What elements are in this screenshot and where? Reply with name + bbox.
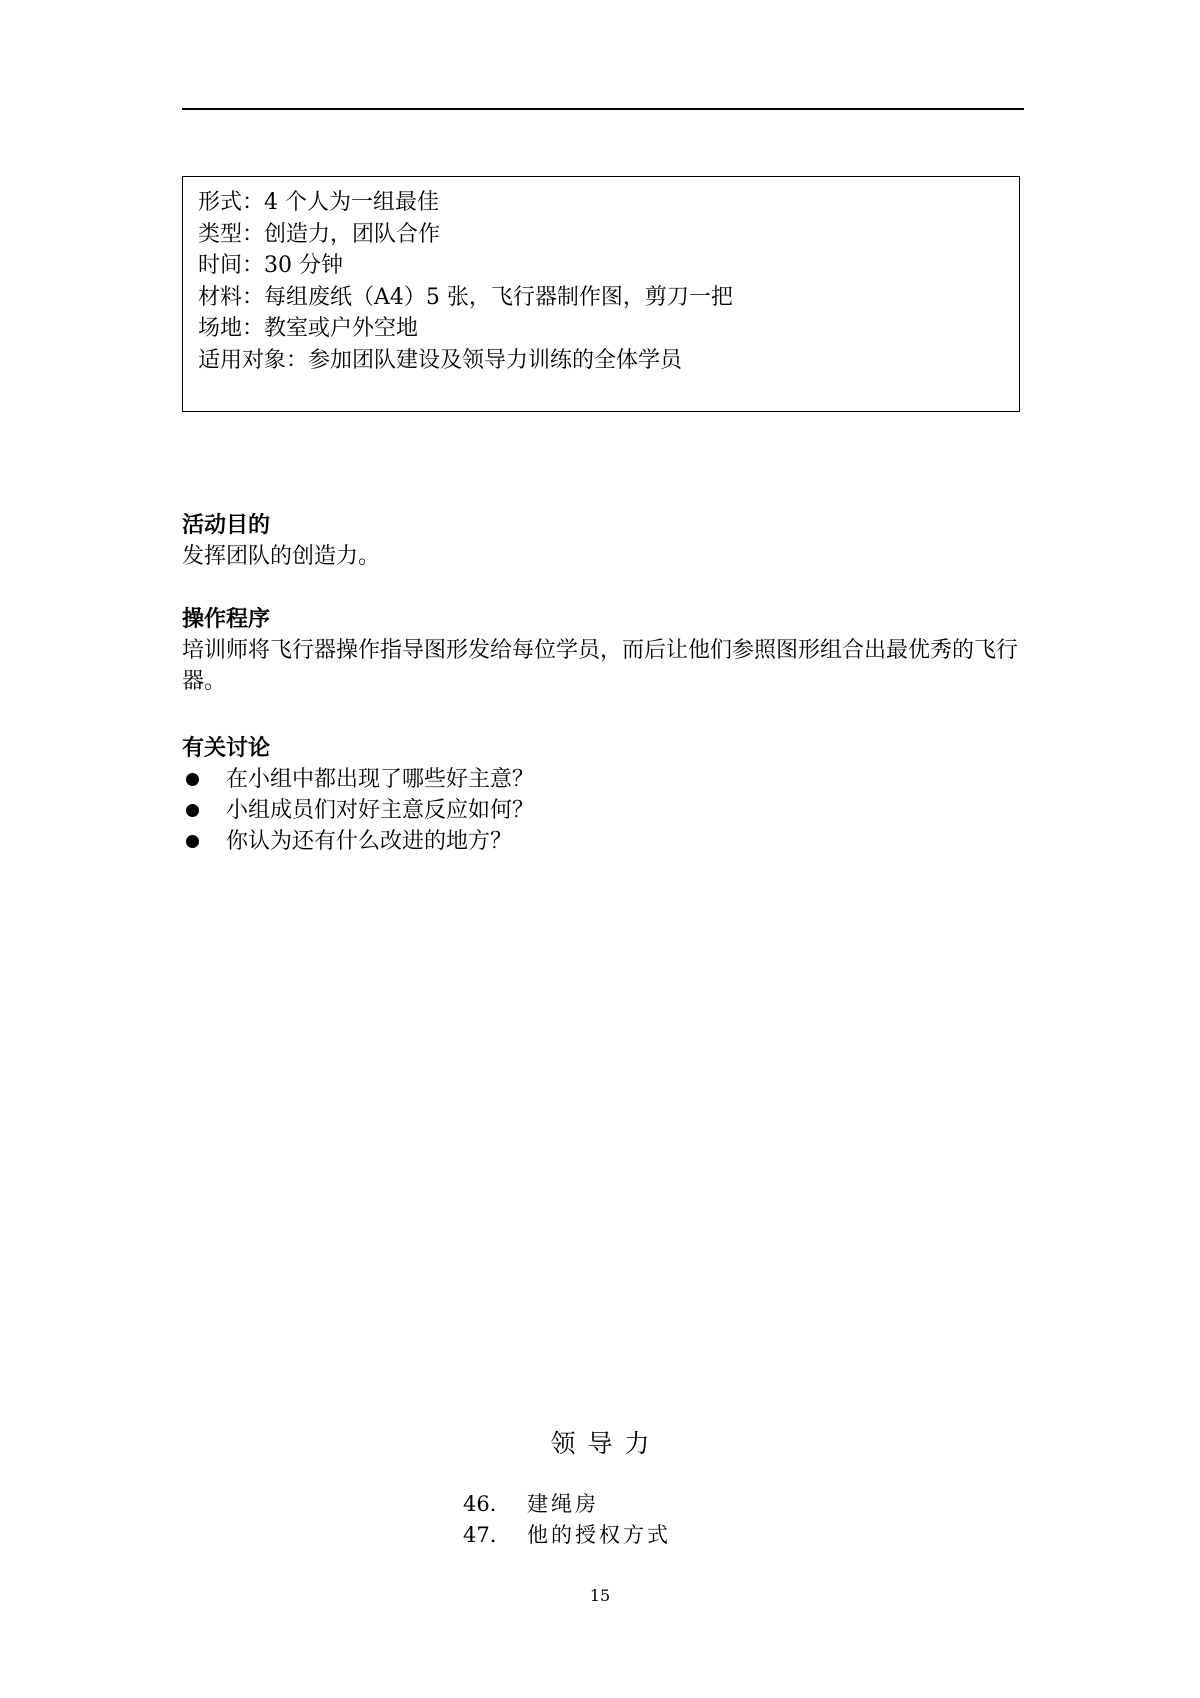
info-type: 类型：创造力，团队合作 <box>198 221 441 247</box>
list-item <box>182 826 1024 857</box>
discussion-title: 有关讨论 <box>182 736 271 761</box>
discussion-question: 小组成员们对好主意反应如何？ <box>226 798 535 823</box>
purpose-body: 发挥团队的创造力。 <box>182 544 381 569</box>
info-time: 时间：30 分钟 <box>198 253 343 278</box>
purpose-section <box>182 510 1024 572</box>
bullet-icon <box>186 835 199 848</box>
toc-item-number: 46. <box>463 1492 497 1516</box>
toc-item-title: 建绳房 <box>527 1492 599 1516</box>
info-format: 形式：4 个人为一组最佳 <box>198 190 439 215</box>
toc-list <box>463 1489 671 1551</box>
toc-item-number: 47. <box>463 1523 497 1547</box>
page-number: 15 <box>589 1586 611 1605</box>
info-audience: 适用对象：参加团队建设及领导力训练的全体学员 <box>198 347 683 373</box>
toc-item <box>463 1489 671 1520</box>
discussion-question: 你认为还有什么改进的地方？ <box>226 829 513 854</box>
list-item <box>182 795 1024 826</box>
toc-heading: 领导力 <box>550 1429 662 1458</box>
bullet-icon <box>186 804 199 817</box>
bullet-icon <box>186 773 199 786</box>
discussion-section <box>182 733 1024 857</box>
toc-item <box>463 1520 671 1551</box>
procedure-section <box>182 604 1024 697</box>
toc-item-title: 他的授权方式 <box>527 1523 671 1547</box>
procedure-title: 操作程序 <box>182 607 271 632</box>
info-materials: 材料：每组废纸（A4）5 张，飞行器制作图，剪刀一把 <box>198 284 733 310</box>
list-item <box>182 764 1024 795</box>
discussion-list <box>182 764 1024 857</box>
procedure-body: 培训师将飞行器操作指导图形发给每位学员，而后让他们参照图形组合出最优秀的飞行器。 <box>182 638 1019 694</box>
purpose-title: 活动目的 <box>182 513 271 538</box>
header-rule <box>182 108 1024 110</box>
discussion-question: 在小组中都出现了哪些好主意？ <box>226 767 535 792</box>
activity-info-box <box>182 176 1020 412</box>
info-venue: 场地：教室或户外空地 <box>198 316 419 341</box>
